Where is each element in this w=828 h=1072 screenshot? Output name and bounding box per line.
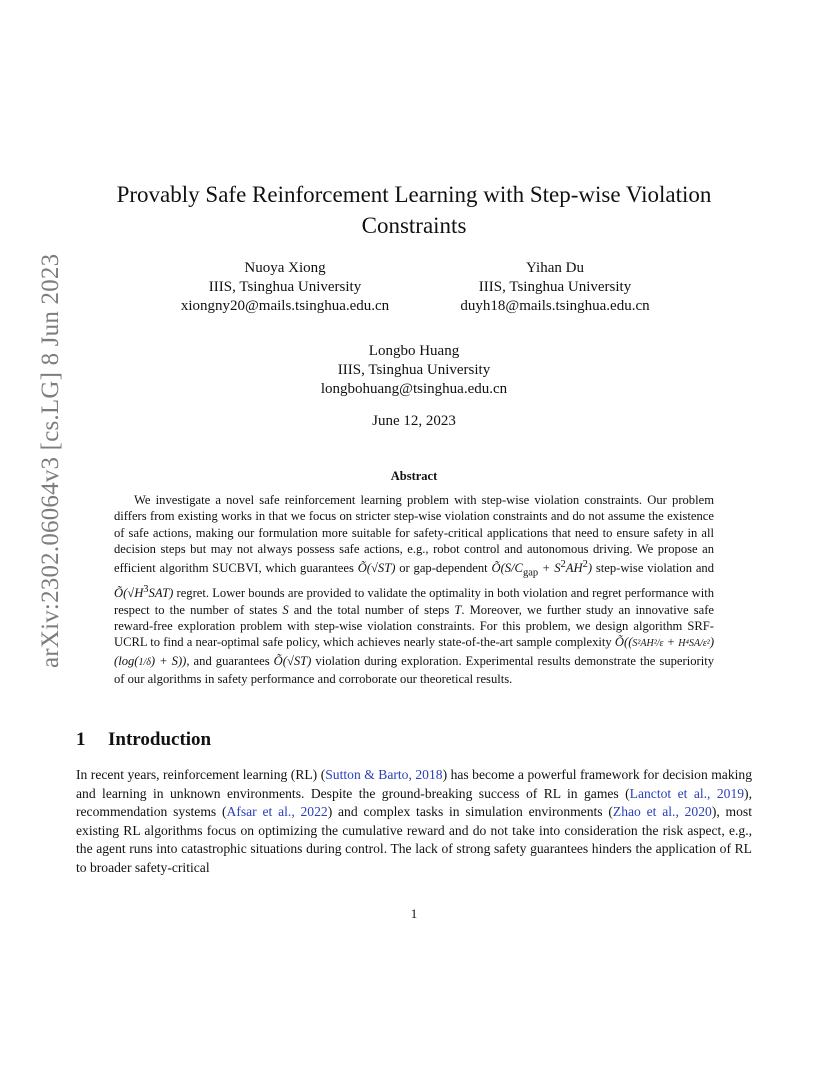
author-name: Nuoya Xiong <box>244 260 326 276</box>
math-expression: + S <box>538 561 561 576</box>
math-expression: Õ(( <box>614 635 633 650</box>
math-fraction: 1/δ <box>138 656 151 668</box>
author-email: duyh18@mails.tsinghua.edu.cn <box>460 298 650 314</box>
citation-link[interactable]: Lanctot et al., 2019 <box>629 785 745 801</box>
author-affiliation: IIIS, Tsinghua University <box>337 362 491 378</box>
math-expression: Õ(√H <box>114 586 144 601</box>
arxiv-identifier-stamp <box>37 253 67 668</box>
introduction-paragraph <box>76 766 752 878</box>
math-expression: Õ(S/C <box>491 561 523 576</box>
author-affiliation: IIIS, Tsinghua University <box>478 279 632 295</box>
author-block <box>150 259 420 316</box>
abstract-text: and the total number of steps <box>288 602 455 617</box>
math-expression: ) <box>587 561 593 576</box>
introduction-body <box>76 766 752 878</box>
abstract-text: or gap-dependent <box>395 561 492 576</box>
abstract-paragraph <box>114 492 714 687</box>
citation-link[interactable]: Zhao et al., 2020 <box>612 804 712 820</box>
body-text: In recent years, reinforcement learning (RL) ( <box>76 767 326 782</box>
body-text: ), recommendation systems ( <box>76 785 752 820</box>
abstract-heading: Abstract <box>390 469 438 483</box>
paper-title: Provably Safe Reinforcement Learning with Step-wise Violation Constraints <box>116 182 712 238</box>
author-email: longbohuang@tsinghua.edu.cn <box>320 381 508 397</box>
page-number: 1 <box>410 906 418 921</box>
arxiv-identifier-text: arXiv:2302.06064v3 [cs.LG] 8 Jun 2023 <box>37 253 64 668</box>
author-name: Yihan Du <box>526 260 584 276</box>
math-fraction: H⁴SA/ε² <box>678 638 710 650</box>
math-expression: + <box>663 635 679 650</box>
math-expression: S <box>282 602 289 617</box>
math-superscript: 2 <box>560 559 566 571</box>
math-expression: )(log( <box>114 635 715 668</box>
citation-link[interactable]: Afsar et al., 2022 <box>226 804 328 820</box>
body-text: ) has become a powerful framework for decision making and learning in unknown environments. Despite the ground-breaking success of RL in games ( <box>76 767 753 801</box>
math-subscript: gap <box>522 567 539 579</box>
math-expression: Õ(√ST) <box>273 653 312 668</box>
section-heading <box>76 729 211 751</box>
math-superscript: 3 <box>143 584 149 596</box>
abstract-text: We investigate a novel safe reinforcement learning problem with step-wise violation constraints. Our problem differs from existing works in that we focus on stricter step-wise violation constraints and do not assume the existence of safe actions, making our formulation more suitable for safety-critical applications that need to ensure safety in all decision steps but may not always possess safe actions, e.g., robot control and autonomous driving. We propose an efficient algorithm SUCBVI, which guarantees <box>114 493 714 576</box>
abstract-text: , and guarantees <box>186 653 274 668</box>
author-block <box>420 259 690 316</box>
math-expression: T <box>454 602 462 617</box>
author-block <box>280 342 548 399</box>
abstract-text: . Moreover, we further study an innovative safe reward-free exploration problem with step-wise violation constraints. For this problem, we design algorithm SRF-UCRL to find a near-optimal safe policy, which achieves nearly state-of-the-art sample complexity <box>114 602 715 650</box>
paper-date: June 12, 2023 <box>372 413 456 429</box>
math-expression: ) + S)) <box>150 653 187 668</box>
math-expression: SAT) <box>148 586 174 601</box>
body-text: ) and complex tasks in simulation environments ( <box>327 804 613 820</box>
math-fraction: S²AH²/ε <box>632 638 664 650</box>
author-name: Longbo Huang <box>368 343 460 359</box>
math-expression: AH <box>565 561 583 576</box>
math-superscript: 2 <box>582 559 588 571</box>
section-number: 1 <box>76 729 86 750</box>
citation-link[interactable]: Sutton & Barto, 2018 <box>325 767 443 782</box>
section-title: Introduction <box>108 729 212 750</box>
abstract-body <box>114 492 714 687</box>
abstract-text: regret. Lower bounds are provided to validate the optimality in both violation and regret performance with respect to the number of states <box>114 586 714 617</box>
author-affiliation: IIIS, Tsinghua University <box>208 279 362 295</box>
author-email: xiongny20@mails.tsinghua.edu.cn <box>180 298 390 314</box>
abstract-text: violation during exploration. Experimental results demonstrate the superiority of our algorithms in safety performance and corroborate our theoretical results. <box>114 653 714 686</box>
body-text: ), most existing RL algorithms focus on optimizing the cumulative reward and do not take into consideration the risk aspect, e.g., the agent runs into catastrophic situations during control. The lack of strong safety guarantees hinders the application of RL to broader safety-critical <box>76 804 752 875</box>
math-expression: Õ(√ST) <box>357 561 396 576</box>
abstract-text: step-wise violation and <box>592 561 715 576</box>
